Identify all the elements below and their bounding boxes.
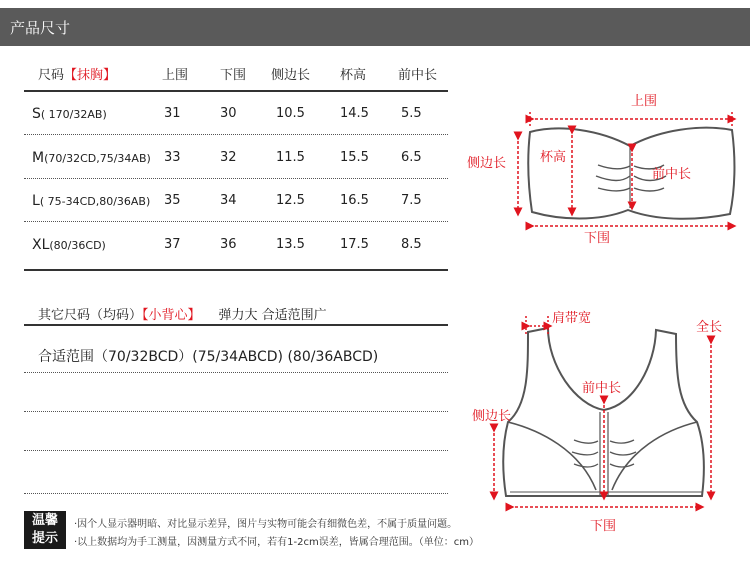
- row-divider: [24, 450, 448, 451]
- bandeau-label-cup: 杯高: [540, 150, 567, 165]
- bandeau-ruching: [596, 165, 666, 191]
- vest-ruching: [572, 440, 636, 467]
- table-cell: 35: [164, 193, 181, 208]
- fit-range: 合适范围（70/32BCD）(75/34ABCD) (80/36ABCD): [38, 349, 379, 365]
- row-divider: [24, 221, 448, 222]
- table-cell: 37: [164, 237, 181, 252]
- bandeau-outline: [528, 128, 734, 219]
- row-divider: [24, 372, 448, 373]
- vest-diagram: [503, 328, 704, 496]
- bandeau-label-center: 前中长: [652, 167, 692, 182]
- column-header: 侧边长: [271, 68, 311, 83]
- row-divider: [24, 134, 448, 135]
- vest-label-strap: 肩带宽: [552, 311, 592, 326]
- tips-badge: [24, 511, 66, 549]
- table-cell: 34: [220, 193, 237, 208]
- vest-label-side: 侧边长: [472, 409, 512, 424]
- size-code: M: [32, 150, 45, 166]
- size-code: S: [32, 106, 41, 122]
- bandeau-top-dimension: [530, 112, 732, 126]
- size-range: (70/32CD,75/34AB): [44, 152, 151, 165]
- bandeau-label-side: 侧边长: [467, 156, 507, 171]
- column-header: 上围: [162, 68, 189, 83]
- section-title: 产品尺寸: [10, 19, 71, 37]
- size-type-label: 【抹胸】: [64, 68, 117, 83]
- table-cell: 6.5: [401, 150, 422, 165]
- table-cell: 36: [220, 237, 237, 252]
- table-cell: 31: [164, 106, 181, 121]
- table-cell: 32: [220, 150, 237, 165]
- other-sizes-type: 【小背心】: [142, 308, 201, 323]
- table-rule: [24, 90, 448, 92]
- size-code: L: [32, 193, 40, 209]
- vest-strap-dimension: [526, 316, 548, 334]
- row-divider: [24, 178, 448, 179]
- vest-center-seam: [600, 412, 608, 495]
- row-divider: [24, 493, 448, 494]
- other-sizes-prefix: 其它尺码（均码）: [38, 308, 143, 323]
- size-column-header: [38, 68, 116, 84]
- column-header: 前中长: [398, 68, 438, 83]
- other-sizes-rule: [24, 324, 448, 326]
- bandeau-label-bottom: 下围: [584, 231, 611, 246]
- table-cell: 12.5: [276, 193, 305, 208]
- column-header: 杯高: [340, 68, 367, 83]
- row-size: [32, 106, 107, 123]
- section-header: [0, 8, 750, 46]
- vest-outline: [503, 328, 704, 496]
- size-range: ( 170/32AB): [40, 108, 107, 121]
- size-label: 尺码: [38, 68, 65, 83]
- row-divider: [24, 411, 448, 412]
- table-cell: 16.5: [340, 193, 369, 208]
- table-cell: 11.5: [276, 150, 305, 165]
- tips-line-2: ·以上数据均为手工测量，因测量方式不同，若有1-2cm误差，皆属合理范围。（单位：cm）: [74, 537, 479, 548]
- row-size: [32, 237, 106, 254]
- table-rule: [24, 269, 448, 271]
- other-sizes-title: [38, 304, 327, 323]
- table-cell: 15.5: [340, 150, 369, 165]
- size-range: (80/36CD): [49, 239, 106, 252]
- size-code: XL: [32, 237, 50, 253]
- table-cell: 8.5: [401, 237, 422, 252]
- vest-cup-lines: [508, 422, 697, 490]
- tips-badge-line2: 提示: [31, 531, 58, 546]
- table-cell: 7.5: [401, 193, 422, 208]
- size-range: ( 75-34CD,80/36AB): [39, 195, 151, 208]
- column-header: 下围: [220, 68, 247, 83]
- row-size: [32, 150, 151, 167]
- table-cell: 17.5: [340, 237, 369, 252]
- vest-label-total: 全长: [696, 320, 723, 335]
- table-cell: 33: [164, 150, 181, 165]
- table-cell: 5.5: [401, 106, 422, 121]
- bandeau-label-top: 上围: [631, 94, 658, 109]
- table-cell: 30: [220, 106, 237, 121]
- tips-line-1: ·因个人显示器明暗、对比显示差异，图片与实物可能会有细微色差，不属于质量问题。: [74, 519, 458, 530]
- table-cell: 13.5: [276, 237, 305, 252]
- tips-badge-line1: 温馨: [31, 513, 58, 528]
- other-sizes-note: 弹力大 合适范围广: [218, 308, 327, 323]
- row-size: [32, 193, 150, 210]
- table-cell: 14.5: [340, 106, 369, 121]
- vest-label-center: 前中长: [582, 381, 622, 396]
- table-cell: 10.5: [276, 106, 305, 121]
- vest-label-bottom: 下围: [590, 519, 617, 534]
